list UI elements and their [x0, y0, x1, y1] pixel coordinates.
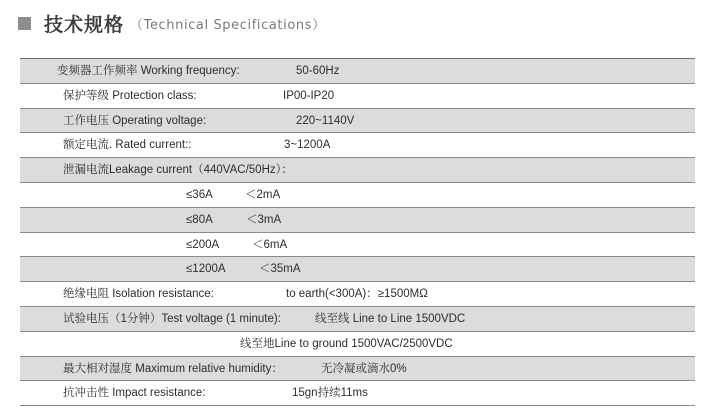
section-title: 技术规格 — [44, 13, 125, 36]
spec-value: 线至线 Line to Line 1500VDC — [315, 312, 466, 325]
spec-row-rated-current — [20, 133, 695, 158]
spec-value: 220~1140V — [296, 114, 355, 127]
spec-row-leakage-1200a — [20, 257, 695, 282]
section-header — [18, 10, 326, 36]
spec-label: 额定电流. Rated current:: — [63, 139, 192, 152]
spec-value: to earth(<300A)：≥1500MΩ — [286, 288, 428, 301]
spec-value: IP00-IP20 — [283, 89, 335, 102]
square-bullet-icon — [18, 17, 31, 30]
spec-label: 抗冲击性 Impact resistance: — [63, 387, 206, 400]
spec-value: 无冷凝或滴水0% — [321, 362, 407, 375]
spec-value: ＜6mA — [252, 238, 288, 251]
spec-value: 线至地Line to ground 1500VAC/2500VDC — [240, 337, 453, 350]
spec-row-leakage-current — [20, 158, 695, 183]
spec-row-working-frequency — [20, 59, 695, 84]
spec-label: 变频器工作频率 Working frequency: — [57, 65, 240, 77]
spec-row-relative-humidity — [20, 357, 695, 382]
spec-row-leakage-80a — [20, 208, 695, 233]
spec-value: 15gn持续11ms — [292, 387, 368, 400]
section-subtitle: （Technical Specifications） — [130, 17, 326, 33]
spec-row-protection-class — [20, 84, 695, 109]
spec-value: ＜35mA — [259, 263, 301, 276]
spec-label: ≤36A — [186, 188, 213, 201]
spec-label: ≤200A — [186, 238, 220, 251]
spec-row-isolation-resistance — [20, 282, 695, 307]
spec-row-test-voltage — [20, 307, 695, 332]
spec-label: ≤1200A — [186, 263, 226, 276]
spec-label: 试验电压（1分钟）Test voltage (1 minute): — [63, 312, 281, 325]
spec-label: 工作电压 Operating voltage: — [63, 114, 207, 127]
spec-value: 50-60Hz — [296, 65, 340, 77]
spec-value: 3~1200A — [284, 139, 331, 152]
spec-row-impact-resistance — [20, 381, 695, 406]
spec-label: 保护等级 Protection class: — [63, 89, 197, 102]
spec-label: 绝缘电阻 Isolation resistance: — [63, 288, 214, 301]
spec-row-operating-voltage — [20, 109, 695, 134]
spec-label: 最大相对湿度 Maximum relative humidity： — [63, 362, 283, 375]
spec-table — [20, 58, 695, 406]
spec-value: ＜2mA — [245, 188, 281, 201]
spec-label: 泄漏电流Leakage current（440VAC/50Hz）： — [63, 164, 293, 177]
spec-row-leakage-36a — [20, 183, 695, 208]
spec-row-test-voltage-ground — [20, 332, 695, 357]
spec-label: ≤80A — [186, 213, 213, 226]
spec-row-leakage-200a — [20, 233, 695, 258]
spec-value: ＜3mA — [246, 213, 282, 226]
